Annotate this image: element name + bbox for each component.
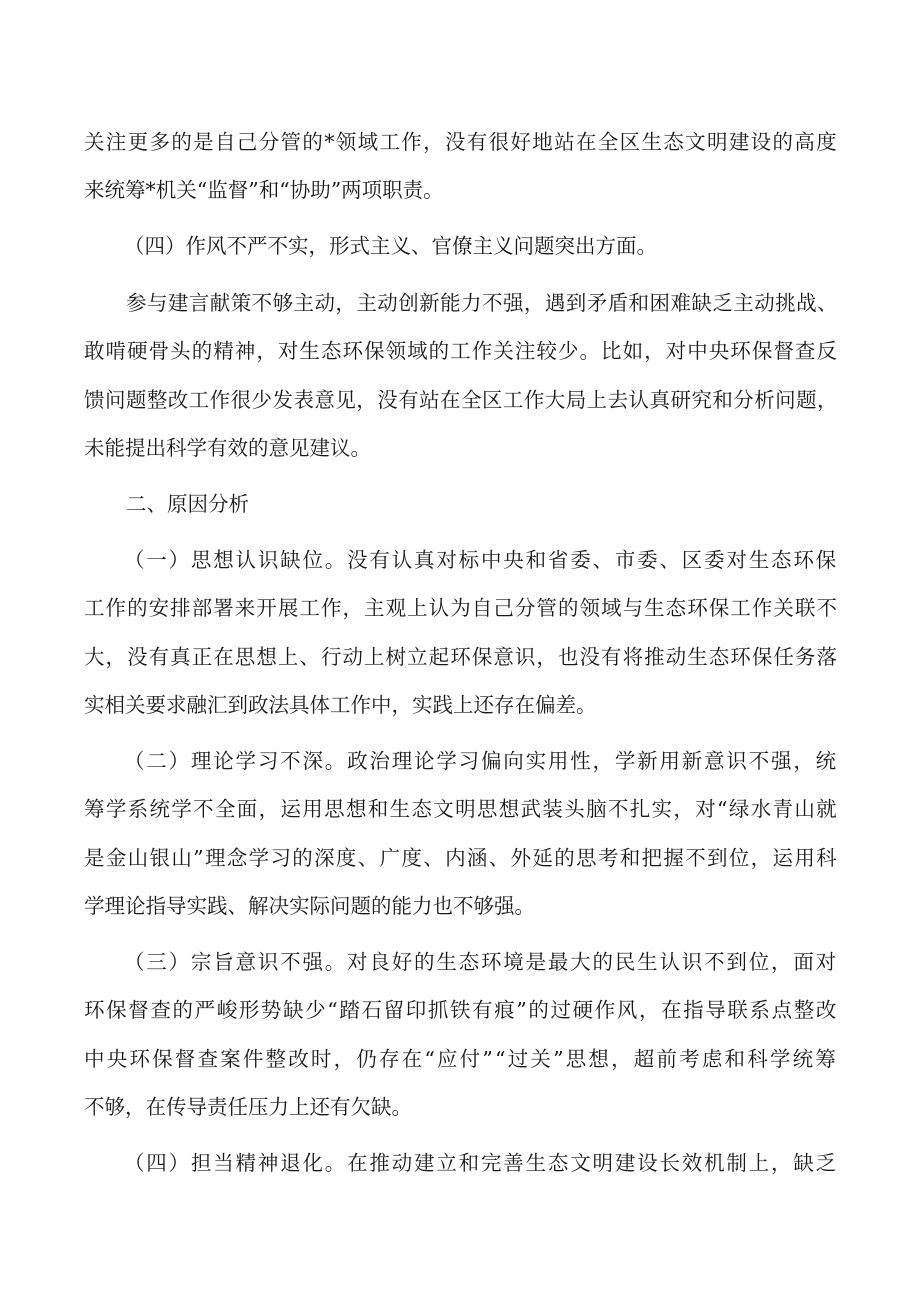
paragraph-p5-line-2 xyxy=(0,588,920,628)
paragraph-p5-line-1 xyxy=(0,540,920,580)
paragraph-p6-line-3 xyxy=(0,838,920,878)
text-line: 参与建言献策不够主动，主动创新能力不强，遇到矛盾和困难缺乏主动挑战、 xyxy=(126,291,838,315)
text-line: 实相关要求融汇到政法具体工作中，实践上还存在偏差。 xyxy=(84,693,597,717)
text-line: 是金山银山”理念学习的深度、广度、内涵、外延的思考和把握不到位，运用科 xyxy=(84,846,838,870)
text-line: 来统筹*机关“监督”和“协助”两项职责。 xyxy=(84,178,444,202)
text-line: （二）理论学习不深。政治理论学习偏向实用性，学新用新意识不强，统 xyxy=(124,749,838,773)
paragraph-p5-line-3 xyxy=(0,637,920,677)
heading-text: 二、原因分析 xyxy=(126,492,249,516)
text-line: 未能提出科学有效的意见建议。 xyxy=(84,436,371,460)
paragraph-p8-line-1 xyxy=(0,1143,920,1183)
text-line: 敢啃硬骨头的精神，对生态环保领域的工作关注较少。比如，对中央环保督查反 xyxy=(84,339,838,363)
paragraph-p6-line-1 xyxy=(0,741,920,781)
heading-text: （四）作风不严不实，形式主义、官僚主义问题突出方面。 xyxy=(124,234,657,258)
paragraph-p7-line-2 xyxy=(0,990,920,1030)
text-line: （四）担当精神退化。在推动建立和完善生态文明建设长效机制上，缺乏 xyxy=(124,1151,838,1175)
paragraph-p3-line-2 xyxy=(0,331,920,371)
paragraph-p3-line-3 xyxy=(0,380,920,420)
text-line: 关注更多的是自己分管的*领域工作，没有很好地站在全区生态文明建设的高度 xyxy=(84,130,838,154)
text-line: 馈问题整改工作很少发表意见，没有站在全区工作大局上去认真研究和分析问题， xyxy=(84,388,838,412)
section-heading-4 xyxy=(0,226,920,266)
section-heading-2 xyxy=(0,484,920,524)
text-line: 不够，在传导责任压力上还有欠缺。 xyxy=(84,1095,412,1119)
paragraph-p6-line-4 xyxy=(0,886,920,926)
paragraph-p1-line-1 xyxy=(0,122,920,162)
paragraph-p3-line-1 xyxy=(0,283,920,323)
paragraph-p7-line-3 xyxy=(0,1039,920,1079)
text-line: 学理论指导实践、解决实际问题的能力也不够强。 xyxy=(84,894,535,918)
text-line: （一）思想认识缺位。没有认真对标中央和省委、市委、区委对生态环保 xyxy=(124,548,838,572)
paragraph-p1-line-2 xyxy=(0,170,920,210)
text-line: 筹学系统学不全面，运用思想和生态文明思想武装头脑不扎实，对“绿水青山就 xyxy=(84,797,838,821)
paragraph-p6-line-2 xyxy=(0,789,920,829)
text-line: 大，没有真正在思想上、行动上树立起环保意识，也没有将推动生态环保任务落 xyxy=(84,645,838,669)
text-line: 中央环保督查案件整改时，仍存在“应付”“过关”思想，超前考虑和科学统筹 xyxy=(84,1047,838,1071)
paragraph-p7-line-1 xyxy=(0,942,920,982)
text-line: 工作的安排部署来开展工作，主观上认为自己分管的领域与生态环保工作关联不 xyxy=(84,596,838,620)
text-line: （三）宗旨意识不强。对良好的生态环境是最大的民生认识不到位，面对 xyxy=(124,950,838,974)
paragraph-p3-line-4 xyxy=(0,428,920,468)
paragraph-p5-line-4 xyxy=(0,685,920,725)
paragraph-p7-line-4 xyxy=(0,1087,920,1127)
text-line: 环保督查的严峻形势缺少“踏石留印抓铁有痕”的过硬作风，在指导联系点整改 xyxy=(84,998,838,1022)
